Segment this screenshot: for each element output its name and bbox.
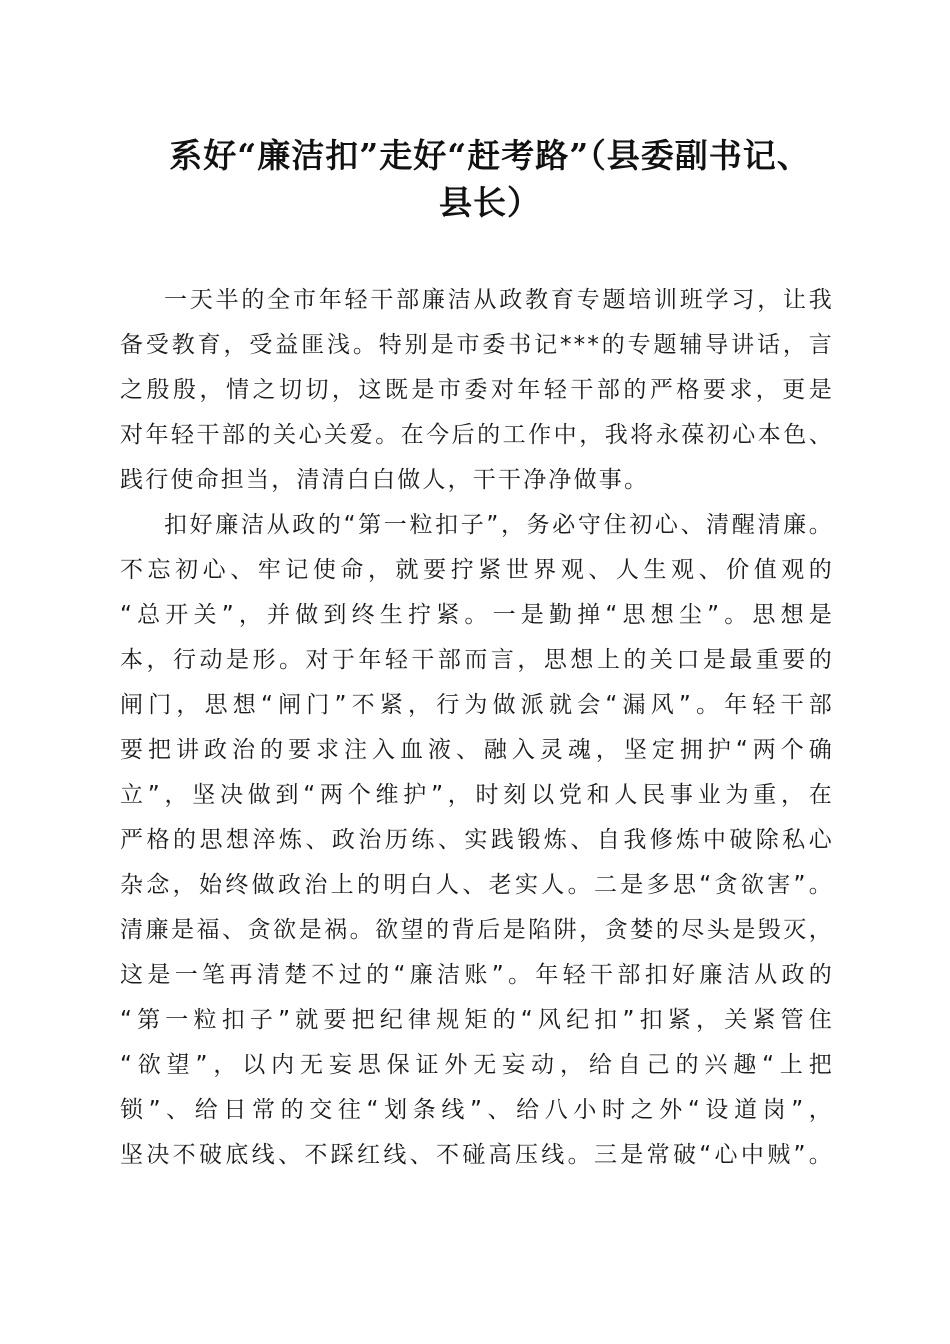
paragraph-line: 锁”、给日常的交往“划条线”、给八小时之外“设道岗”，: [120, 1097, 834, 1123]
paragraph-line: “第一粒扣子”就要把纪律规矩的“风纪扣”扣紧，关紧管住: [120, 1007, 834, 1033]
paragraph-line: 杂念，始终做政治上的明白人、老实人。二是多思“贪欲害”。: [120, 872, 834, 898]
paragraph-line: 清廉是福、贪欲是祸。欲望的背后是陷阱，贪婪的尽头是毁灭，: [120, 917, 834, 943]
paragraph-line: 要把讲政治的要求注入血液、融入灵魂，坚定拥护“两个确: [120, 737, 834, 763]
paragraph-line: 扣好廉洁从政的“第一粒扣子”，务必守住初心、清醒清廉。: [164, 512, 834, 538]
paragraph-2: [120, 503, 834, 1178]
paragraph-line: 备受教育，受益匪浅。特别是市委书记***的专题辅导讲话，言: [120, 332, 834, 358]
paragraph-line: 坚决不破底线、不踩红线、不碰高压线。三是常破“心中贼”。: [120, 1142, 834, 1168]
paragraph-line: 之殷殷，情之切切，这既是市委对年轻干部的严格要求，更是: [120, 377, 834, 403]
paragraph-line: 一天半的全市年轻干部廉洁从政教育专题培训班学习，让我: [164, 287, 834, 313]
paragraph-line: “欲望”，以内无妄思保证外无妄动，给自己的兴趣“上把: [120, 1052, 834, 1078]
paragraph-line: 本，行动是形。对于年轻干部而言，思想上的关口是最重要的: [120, 647, 834, 673]
paragraph-line: 闸门，思想“闸门”不紧，行为做派就会“漏风”。年轻干部: [120, 692, 834, 718]
title-line: 系好“廉洁扣”走好“赶考路”（县委副书记、: [169, 136, 811, 175]
paragraph-line: 立”，坚决做到“两个维护”，时刻以党和人民事业为重，在: [120, 782, 834, 808]
paragraph-line: 严格的思想淬炼、政治历练、实践锻炼、自我修炼中破除私心: [120, 827, 834, 853]
paragraph-line: “总开关”，并做到终生拧紧。一是勤掸“思想尘”。思想是: [120, 602, 834, 628]
paragraph-line: 践行使命担当，清清白白做人，干干净净做事。: [120, 467, 650, 493]
title-line: 县长）: [439, 183, 541, 222]
document-body: [120, 278, 834, 1178]
paragraph-line: 对年轻干部的关心关爱。在今后的工作中，我将永葆初心本色、: [120, 422, 834, 448]
paragraph-1: [120, 278, 834, 503]
paragraph-line: 不忘初心、牢记使命，就要拧紧世界观、人生观、价值观的: [120, 557, 834, 583]
document-title: [110, 132, 870, 226]
paragraph-line: 这是一笔再清楚不过的“廉洁账”。年轻干部扣好廉洁从政的: [120, 962, 834, 988]
